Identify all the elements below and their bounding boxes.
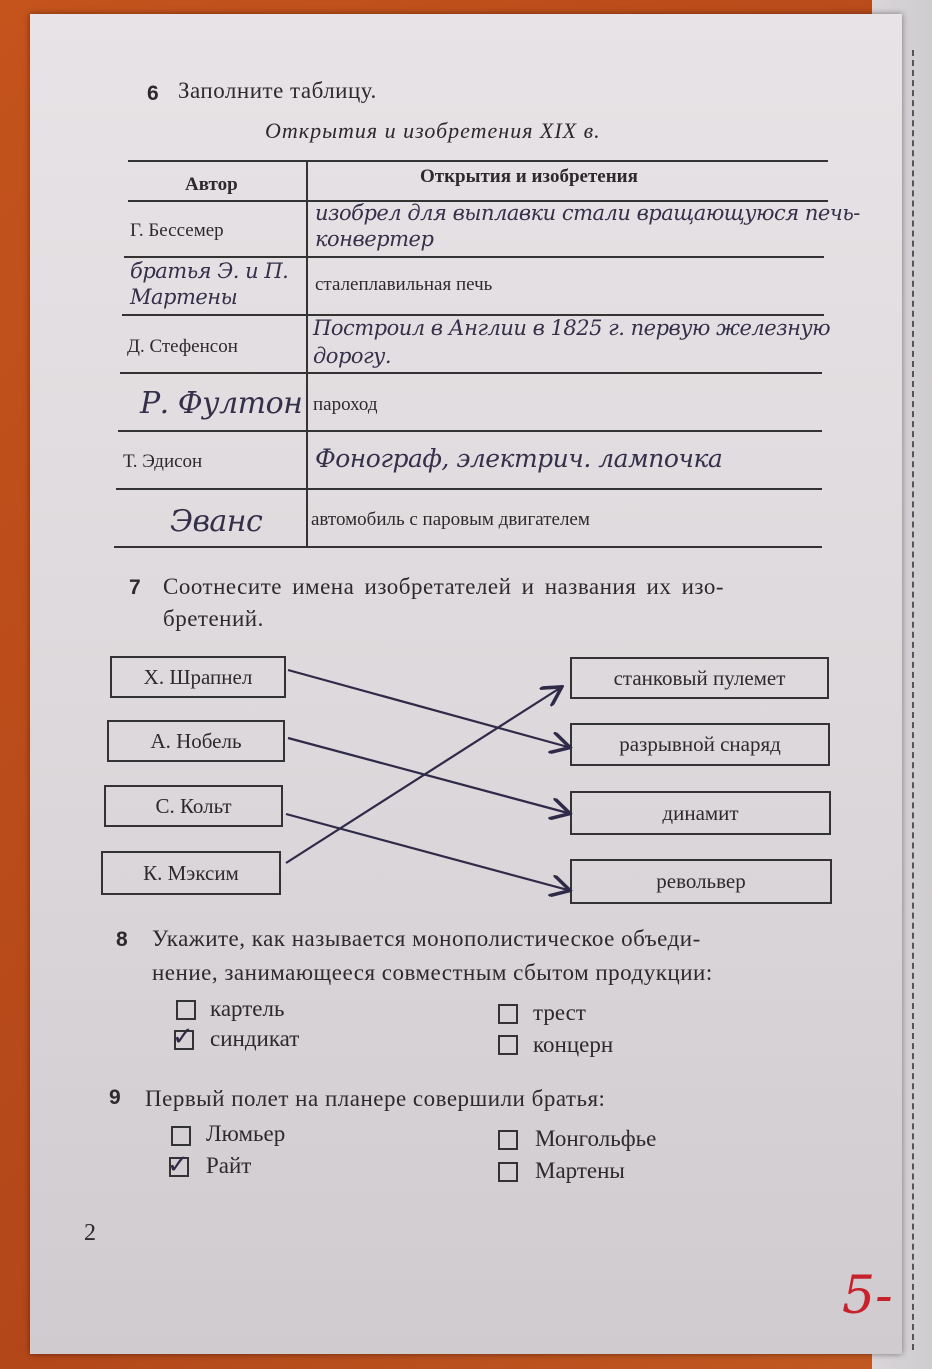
invention-box-2: разрывной снаряд	[570, 723, 830, 766]
table-row-5-author: Т. Эдисон	[123, 451, 203, 472]
table-row-2-invention: сталеплавильная печь	[315, 274, 493, 295]
table-header-inventions: Открытия и изобретения	[420, 166, 638, 187]
q9-prompt: Первый полет на планере совершили братья:	[145, 1086, 606, 1111]
check-mark-icon: ✓	[172, 1022, 194, 1052]
perforation-line	[912, 50, 914, 1350]
q6-number: 6	[147, 82, 159, 105]
match-line-colt	[286, 814, 568, 890]
q9-option-montgolfier: Монгольфье	[535, 1126, 657, 1151]
q8-number: 8	[116, 928, 128, 951]
q7-prompt-line1: Соотнесите имена изобретателей и названия их изо-	[163, 574, 725, 599]
invention-box-3: динамит	[570, 791, 831, 835]
q9-number: 9	[109, 1086, 121, 1109]
table-header-author: Автор	[185, 174, 238, 195]
table-row-3-invention-handwritten: Построил в Англии в 1825 г. первую железную дорогу.	[313, 316, 831, 368]
q9-checkbox-martens[interactable]	[498, 1162, 518, 1182]
table-row-4-author-handwritten: Р. Фултон	[140, 386, 303, 421]
page-number: 2	[84, 1220, 96, 1246]
q8-option-cartel: картель	[210, 996, 285, 1021]
q8-checkbox-trust[interactable]	[498, 1004, 518, 1024]
q7-match-lines	[30, 14, 902, 1014]
teacher-grade: 5-	[842, 1266, 893, 1326]
table-row-5-invention-handwritten: Фонограф, электрич. лампочка	[315, 444, 723, 473]
table-row-6-author-handwritten: Эванс	[170, 504, 263, 539]
q9-option-martens: Мартены	[535, 1158, 625, 1183]
inventor-box-1: Х. Шрапнел	[110, 656, 286, 698]
q6-prompt: Заполните таблицу.	[178, 78, 377, 103]
q8-checkbox-concern[interactable]	[498, 1035, 518, 1055]
q8-option-syndicate: синдикат	[210, 1026, 300, 1051]
table-row-2-author-handwritten: братья Э. и П. Мартены	[130, 259, 289, 309]
q8-checkbox-cartel[interactable]	[176, 1000, 196, 1020]
invention-box-1: станковый пулемет	[570, 657, 829, 699]
table-row-4-invention: пароход	[313, 394, 378, 415]
match-line-nobel	[288, 738, 568, 813]
q6-table-caption: Открытия и изобретения XIX в.	[265, 118, 601, 143]
q9-option-wright: Райт	[206, 1153, 252, 1178]
table-row-1-invention-handwritten: изобрел для выплавки стали вращающуюся печь-конвертер	[315, 201, 860, 251]
inventor-box-3: С. Кольт	[104, 785, 283, 827]
table-row-3-author: Д. Стефенсон	[127, 336, 238, 357]
q7-prompt-line2: бретений.	[163, 606, 264, 631]
check-mark-icon: ✓	[167, 1150, 189, 1180]
table-row-6-invention: автомобиль с паровым двигателем	[311, 509, 590, 530]
q9-checkbox-lumiere[interactable]	[171, 1126, 191, 1146]
match-line-maxim	[286, 688, 560, 863]
q9-option-lumiere: Люмьер	[206, 1121, 286, 1146]
q9-checkbox-montgolfier[interactable]	[498, 1130, 518, 1150]
inventor-box-2: А. Нобель	[107, 720, 285, 762]
q8-prompt-line1: Укажите, как называется монополистическое объеди-	[152, 926, 701, 951]
table-row-1-author: Г. Бессемер	[130, 220, 224, 241]
workbook-page	[30, 14, 902, 1354]
q7-number: 7	[129, 576, 141, 599]
inventor-box-4: К. Мэксим	[101, 851, 281, 895]
q8-option-concern: концерн	[533, 1032, 614, 1057]
invention-box-4: револьвер	[570, 859, 832, 904]
q8-prompt-line2: нение, занимающееся совместным сбытом продукции:	[152, 960, 713, 985]
q8-option-trust: трест	[533, 1000, 586, 1025]
